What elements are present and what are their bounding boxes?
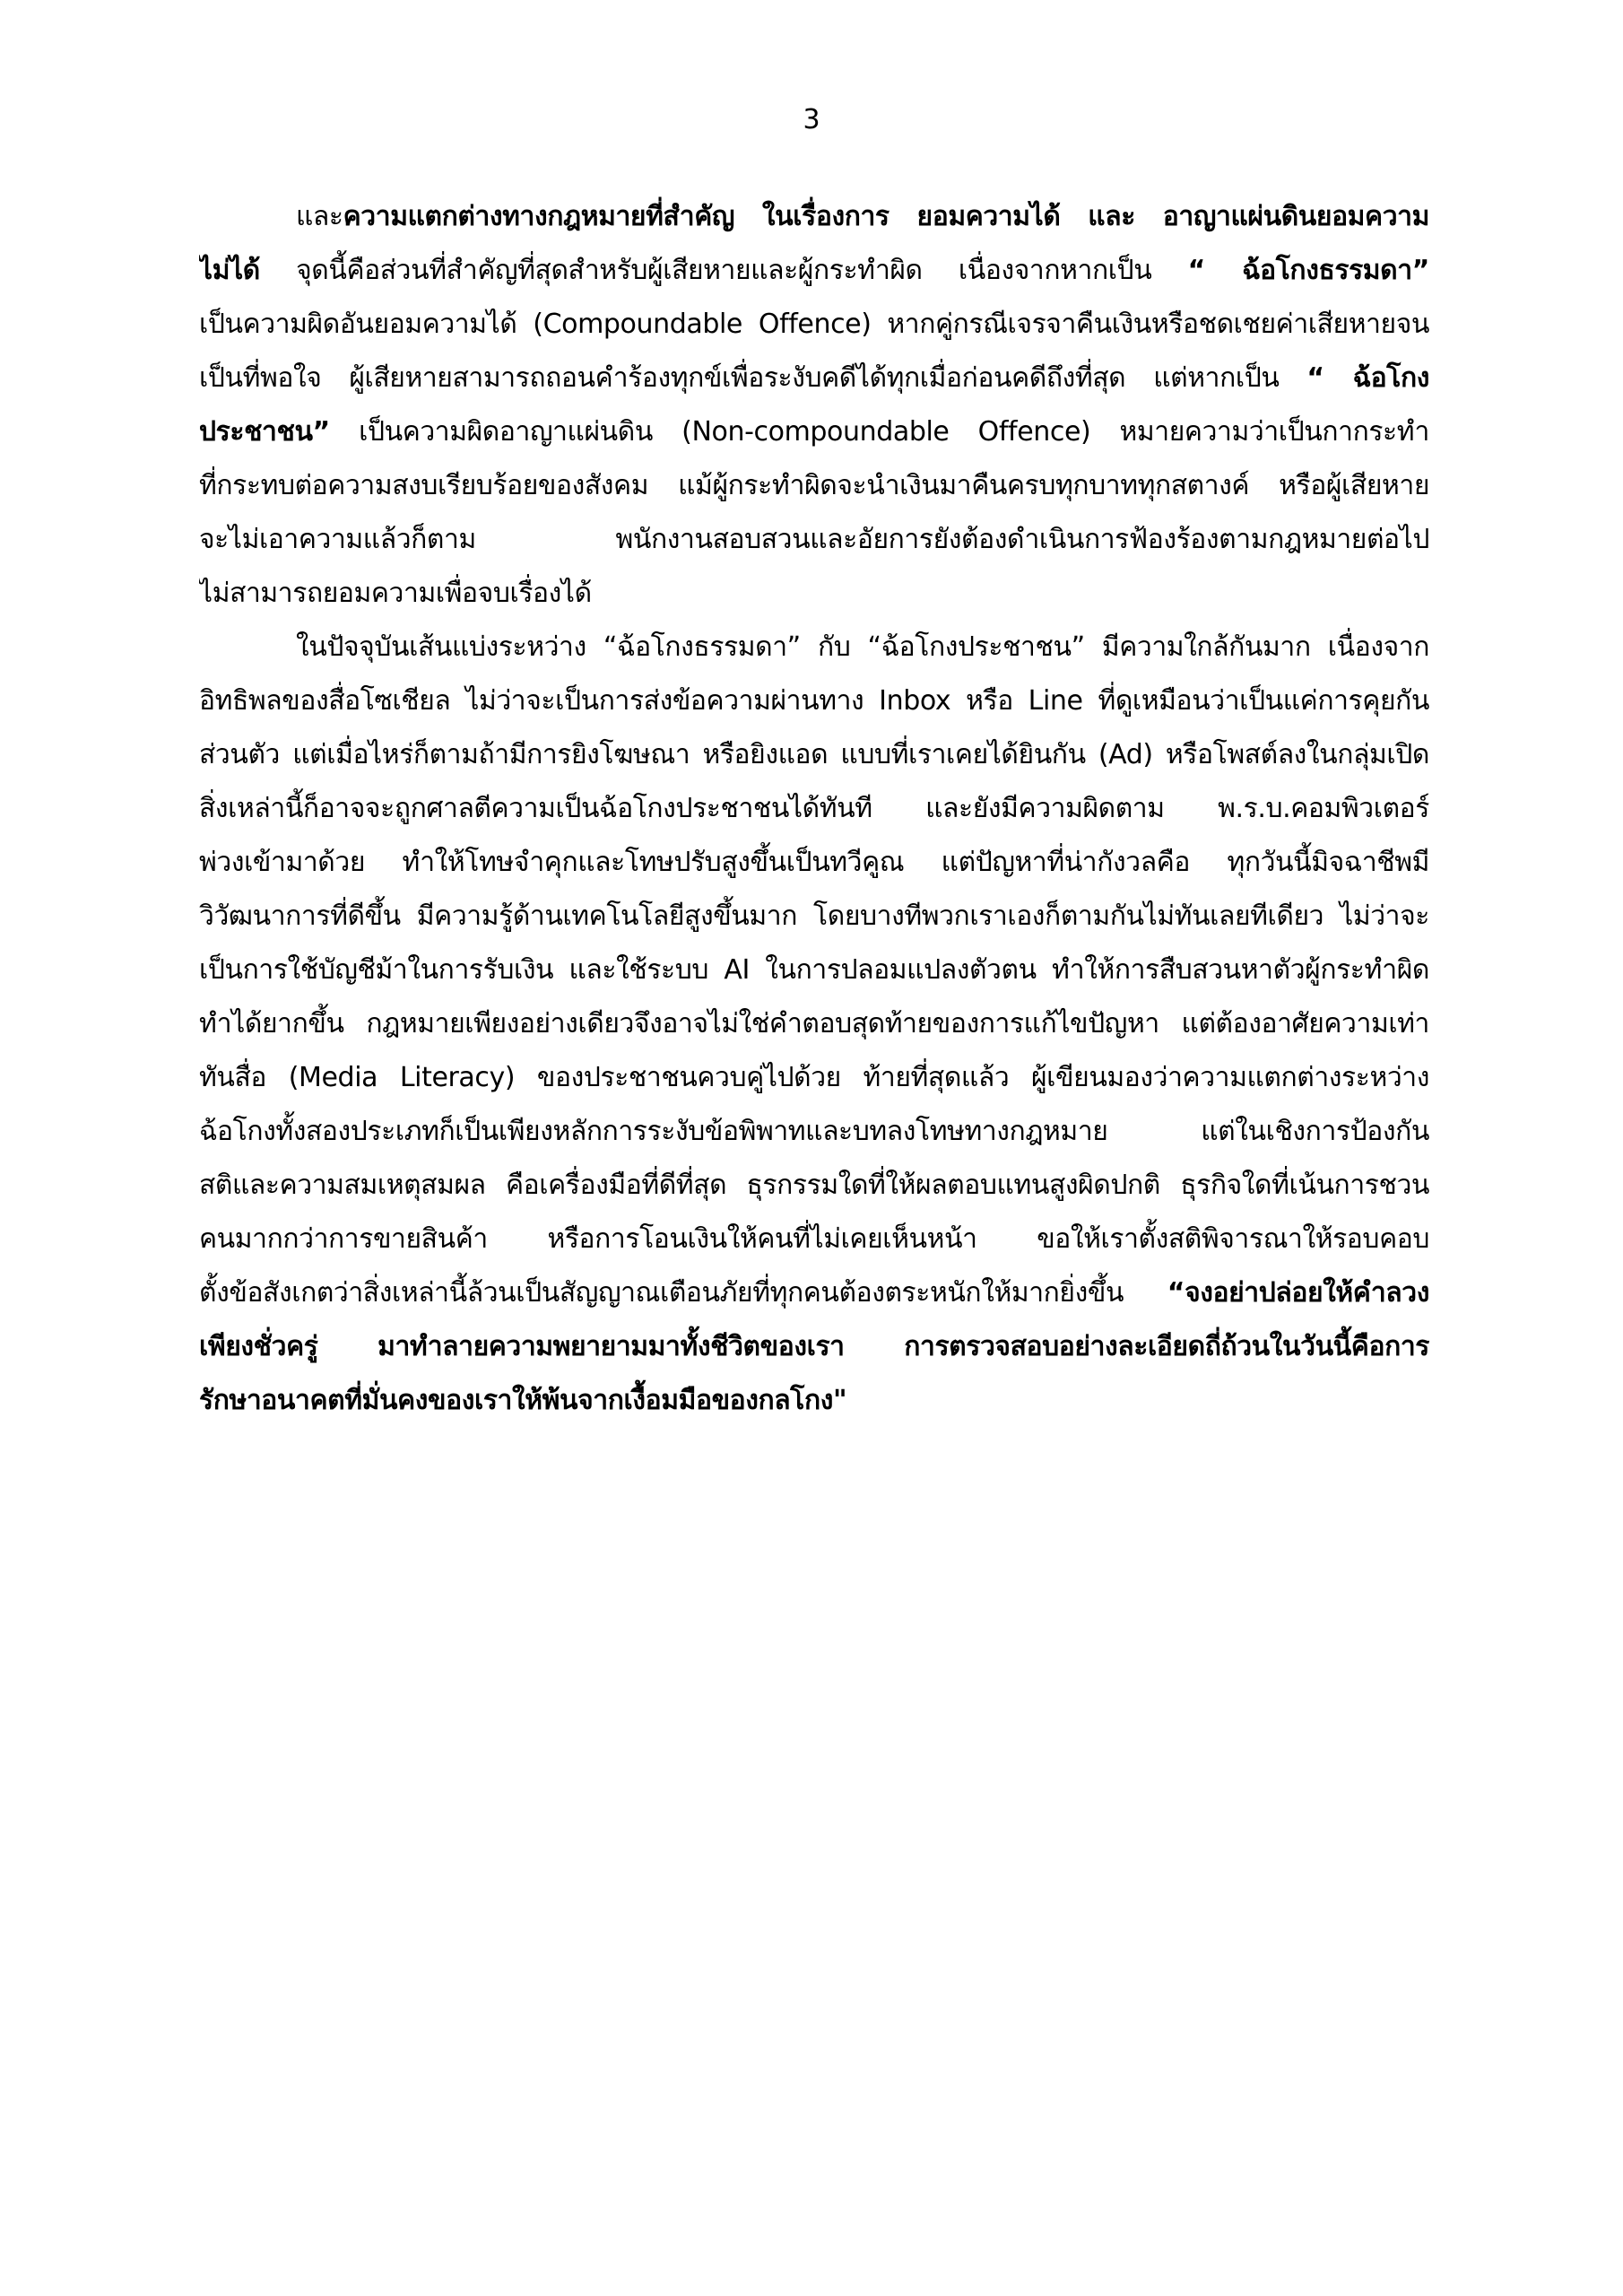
text-segment: และ <box>296 201 343 232</box>
text-line <box>199 1051 1429 1105</box>
text-line <box>199 997 1429 1051</box>
text-segment: จะไม่เอาความแล้วก็ตาม พนักงานสอบสวนและอัยการยังต้องดำเนินการฟ้องร้องตามกฎหมายต่อไป <box>199 524 1429 555</box>
page-number: 3 <box>803 104 820 135</box>
text-segment: ที่กระทบต่อความสงบเรียบร้อยของสังคม แม้ผู้กระทำผิดจะนำเงินมาคืนครบทุกบาททุกสตางค์ หรือผู้เสียหาย <box>199 470 1429 501</box>
text-line <box>199 782 1429 836</box>
text-line <box>199 405 1429 459</box>
text-segment: วิวัฒนาการที่ดีขึ้น มีความรู้ด้านเทคโนโลยีสูงขึ้นมาก โดยบางทีพวกเราเองก็ตามกันไม่ทันเลยทีเดียว ไม่ว่าจะ <box>199 900 1429 932</box>
text-segment: คนมากกว่าการขายสินค้า หรือการโอนเงินให้คนที่ไม่เคยเห็นหน้า ขอให้เราตั้งสติพิจารณาให้รอบคอบ <box>199 1223 1429 1255</box>
bold-text-segment: เพียงชั่วครู่ มาทำลายความพยายามมาทั้งชีวิตของเรา การตรวจสอบอย่างละเอียดถี่ถ้วนในวันนี้คือการ <box>199 1331 1429 1362</box>
text-segment: จุดนี้คือส่วนที่สำคัญที่สุดสำหรับผู้เสียหายและผู้กระทำผิด เนื่องจากหากเป็น <box>259 255 1188 286</box>
text-segment: ทำได้ยากขึ้น กฎหมายเพียงอย่างเดียวจึงอาจไม่ใช่คำตอบสุดท้ายของการแก้ไขปัญหา แต่ต้องอาศัยความเท่า <box>199 1008 1429 1039</box>
text-segment: ทันสื่อ (Media Literacy) ของประชาชนควบคู่ไปด้วย ท้ายที่สุดแล้ว ผู้เขียนมองว่าความแตกต่างระหว่าง <box>199 1062 1429 1093</box>
text-line <box>199 459 1429 513</box>
text-line <box>199 728 1429 782</box>
text-segment: เป็นการใช้บัญชีม้าในการรับเงิน และใช้ระบบ AI ในการปลอมแปลงตัวตน ทำให้การสืบสวนหาตัวผู้กระทำผิด <box>199 954 1429 986</box>
text-line <box>199 244 1429 298</box>
text-segment: ฉ้อโกงทั้งสองประเภทก็เป็นเพียงหลักการระงับข้อพิพาทและบทลงโทษทางกฎหมาย แต่ในเชิงการป้องกัน <box>199 1116 1429 1147</box>
text-line <box>199 1105 1429 1159</box>
bold-text-segment: ประชาชน” <box>199 416 330 448</box>
text-segment: เป็นความผิดอันยอมความได้ (Compoundable Offence) หากคู่กรณีเจรจาคืนเงินหรือชดเชยค่าเสียหายจน <box>199 309 1429 340</box>
text-segment: สิ่งเหล่านี้ก็อาจจะถูกศาลตีความเป็นฉ้อโกงประชาชนได้ทันที และยังมีความผิดตาม พ.ร.บ.คอมพิวเตอร์ <box>199 793 1429 824</box>
text-line <box>199 190 1429 244</box>
bold-text-segment: “ ฉ้อโกงธรรมดา” <box>1187 255 1429 286</box>
text-segment: อิทธิพลของสื่อโซเชียล ไม่ว่าจะเป็นการส่งข้อความผ่านทาง Inbox หรือ Line ที่ดูเหมือนว่าเป็นแค่การคุยกัน <box>199 685 1429 717</box>
text-line <box>199 621 1429 674</box>
text-segment: ตั้งข้อสังเกตว่าสิ่งเหล่านี้ล้วนเป็นสัญญาณเตือนภัยที่ทุกคนต้องตระหนักให้มากยิ่งขึ้น <box>199 1277 1167 1309</box>
bold-text-segment: “จงอย่าปล่อยให้คำลวง <box>1167 1277 1429 1309</box>
text-line <box>199 890 1429 944</box>
text-line <box>199 513 1429 567</box>
text-line <box>199 352 1429 405</box>
text-segment: ส่วนตัว แต่เมื่อไหร่ก็ตามถ้ามีการยิงโฆษณา หรือยิงแอด แบบที่เราเคยได้ยินกัน (Ad) หรือโพสต์ลงในกลุ่มเปิด <box>199 739 1429 770</box>
paragraph <box>199 621 1429 1428</box>
text-segment: เป็นที่พอใจ ผู้เสียหายสามารถถอนคำร้องทุกข์เพื่อระงับคดีได้ทุกเมื่อก่อนคดีถึงที่สุด แต่หากเป็น <box>199 362 1307 394</box>
paragraph <box>199 190 1429 621</box>
bold-text-segment: ไม่ได้ <box>199 255 260 286</box>
text-segment: พ่วงเข้ามาด้วย ทำให้โทษจำคุกและโทษปรับสูงขึ้นเป็นทวีคูณ แต่ปัญหาที่น่ากังวลคือ ทุกวันนี้มิจฉาชีพมี <box>199 847 1429 878</box>
text-line <box>199 567 1429 621</box>
text-segment: สติและความสมเหตุสมผล คือเครื่องมือที่ดีที่สุด ธุรกรรมใดที่ให้ผลตอบแทนสูงผิดปกติ ธุรกิจใดที่เน้นการชวน <box>199 1170 1429 1201</box>
document-body <box>199 190 1429 1428</box>
text-line <box>199 1213 1429 1266</box>
text-line <box>199 298 1429 352</box>
text-segment: เป็นความผิดอาญาแผ่นดิน (Non-compoundable Offence) หมายความว่าเป็นกากระทำ <box>329 416 1429 448</box>
text-line <box>199 1159 1429 1213</box>
text-line <box>199 1374 1429 1428</box>
bold-text-segment: “ ฉ้อโกง <box>1306 362 1429 394</box>
bold-text-segment: ความแตกต่างทางกฎหมายที่สำคัญ ในเรื่องการ ยอมความได้ และ อาญาแผ่นดินยอมความ <box>343 201 1429 232</box>
text-line <box>199 674 1429 728</box>
text-line <box>199 1266 1429 1320</box>
text-line <box>199 1320 1429 1374</box>
text-segment: ในปัจจุบันเส้นแบ่งระหว่าง “ฉ้อโกงธรรมดา” กับ “ฉ้อโกงประชาชน” มีความใกล้กันมาก เนื่องจาก <box>296 631 1429 663</box>
text-line <box>199 836 1429 890</box>
bold-text-segment: รักษาอนาคตที่มั่นคงของเราให้พ้นจากเงื้อมมือของกลโกง" <box>199 1385 847 1416</box>
text-line <box>199 944 1429 997</box>
text-segment: ไม่สามารถยอมความเพื่อจบเรื่องได้ <box>199 578 592 609</box>
